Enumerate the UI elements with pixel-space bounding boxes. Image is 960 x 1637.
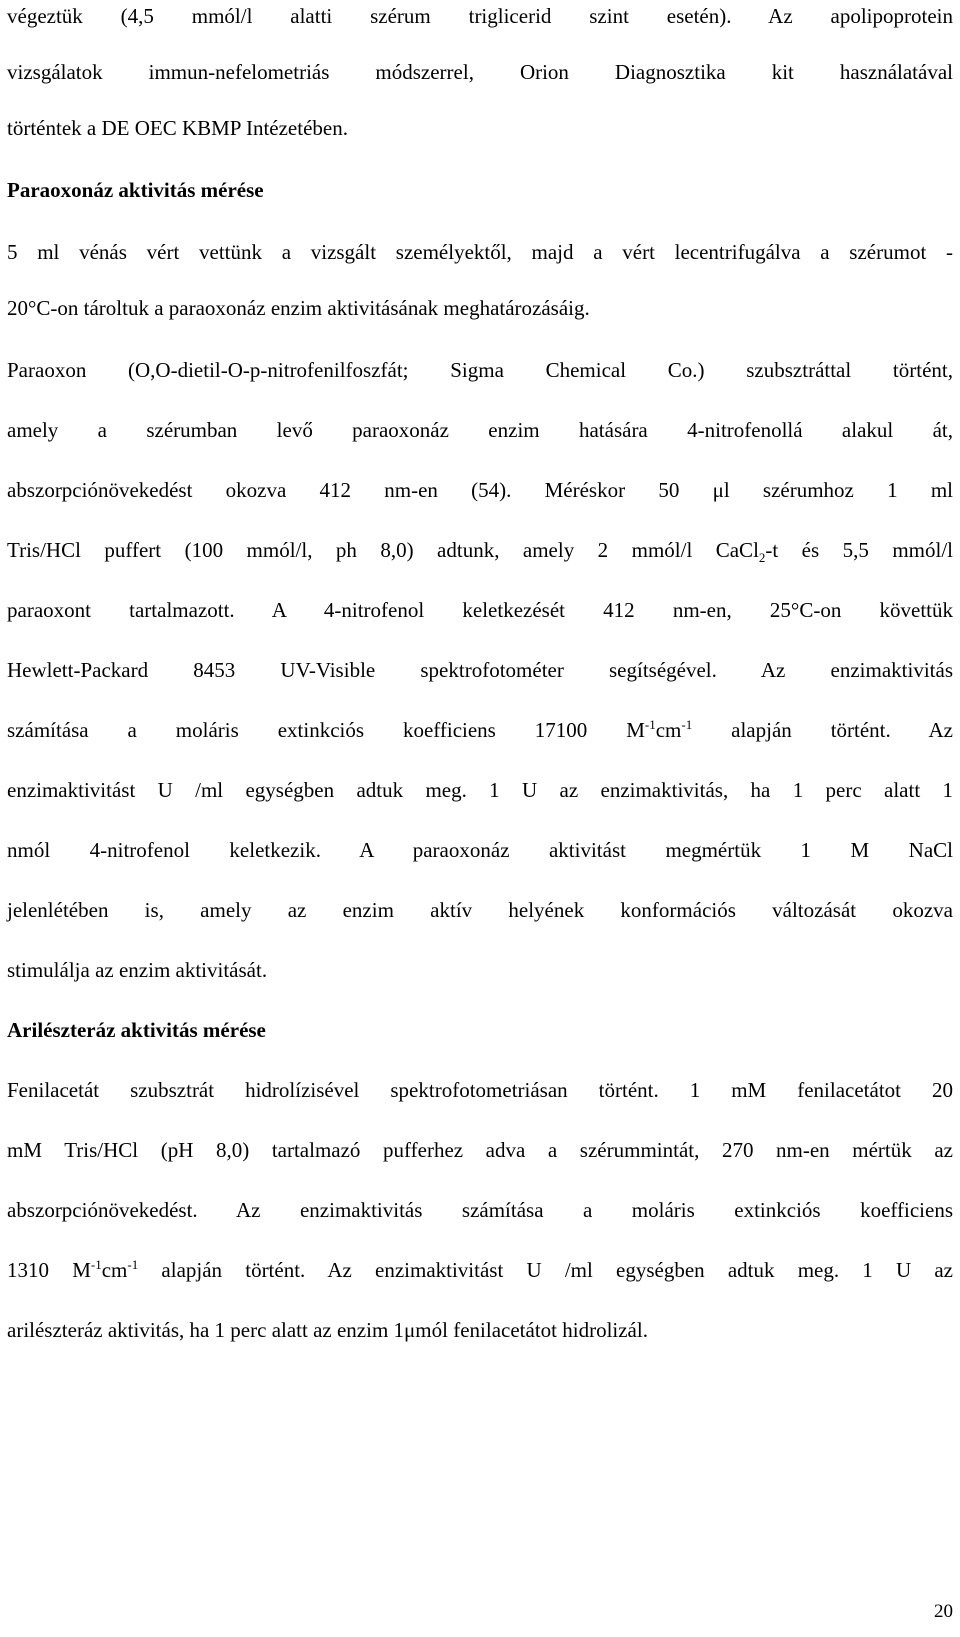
pon-line-9-text-c: alapján történt. Az — [692, 718, 954, 742]
pon-line-6-text-a: Tris/HCl puffert (100 mmól/l, ph 8,0) adtunk, amely 2 mmól/l CaCl — [7, 538, 759, 562]
pon-line-11: nmól 4-nitrofenol keletkezik. A paraoxonáz aktivitást megmértük 1 M NaCl — [7, 838, 953, 862]
page-number: 20 — [934, 1601, 953, 1622]
pon-line-5: abszorpciónövekedést okozva 412 nm-en (54). Méréskor 50 μl szérumhoz 1 ml — [7, 478, 953, 502]
pon-line-9-text-b: cm — [655, 718, 682, 742]
pon-line-2: 20°C-on tároltuk a paraoxonáz enzim aktivitásának meghatározásáig. — [7, 296, 590, 320]
pon-line-9 — [7, 716, 953, 744]
section-heading-arylesterase: Arilészteráz aktivitás mérése — [7, 1018, 266, 1042]
section-heading-paraoxonase: Paraoxonáz aktivitás mérése — [7, 178, 264, 202]
are-line-4-text-c: alapján történt. Az enzimaktivitást U /ml egységben adtuk meg. 1 U az — [138, 1258, 953, 1282]
pon-line-6-subscript: 2 — [758, 550, 766, 566]
pon-line-9-text-a: számítása a moláris extinkciós koefficiens 17100 M — [7, 718, 645, 742]
are-line-4 — [7, 1256, 953, 1284]
pon-line-13: stimulálja az enzim aktivitását. — [7, 958, 268, 982]
pon-line-12: jelenlétében is, amely az enzim aktív helyének konformációs változását okozva — [7, 898, 953, 922]
pon-line-8: Hewlett-Packard 8453 UV-Visible spektrofotométer segítségével. Az enzimaktivitás — [7, 658, 953, 682]
are-line-2: mM Tris/HCl (pH 8,0) tartalmazó pufferhez adva a szérummintát, 270 nm-en mértük az — [7, 1138, 953, 1162]
pon-line-6 — [7, 536, 953, 564]
are-line-4-superscript-1: -1 — [90, 1257, 102, 1272]
pon-line-9-superscript-2: -1 — [681, 717, 693, 732]
are-line-1: Fenilacetát szubsztrát hidrolízisével spektrofotometriásan történt. 1 mM fenilacetátot 20 — [7, 1078, 953, 1102]
pon-line-10: enzimaktivitást U /ml egységben adtuk meg. 1 U az enzimaktivitás, ha 1 perc alatt 1 — [7, 778, 953, 802]
pon-line-6-text-b: -t és 5,5 mmól/l — [765, 538, 953, 562]
document-page — [7, 0, 953, 1637]
are-line-3: abszorpciónövekedést. Az enzimaktivitás számítása a moláris extinkciós koefficiens — [7, 1198, 953, 1222]
pon-line-1: 5 ml vénás vért vettünk a vizsgált személyektől, majd a vért lecentrifugálva a szérumot - — [7, 240, 953, 264]
are-line-5: arilészteráz aktivitás, ha 1 perc alatt az enzim 1μmól fenilacetátot hidrolizál. — [7, 1318, 648, 1342]
intro-line-3: történtek a DE OEC KBMP Intézetében. — [7, 116, 348, 140]
pon-line-3: Paraoxon (O,O-dietil-O-p-nitrofenilfoszfát; Sigma Chemical Co.) szubsztráttal történt, — [7, 358, 953, 382]
are-line-4-text-b: cm — [101, 1258, 128, 1282]
pon-line-4: amely a szérumban levő paraoxonáz enzim hatására 4-nitrofenollá alakul át, — [7, 418, 953, 442]
pon-line-7: paraoxont tartalmazott. A 4-nitrofenol keletkezését 412 nm-en, 25°C-on követtük — [7, 598, 953, 622]
are-line-4-superscript-2: -1 — [127, 1257, 139, 1272]
pon-line-9-superscript-1: -1 — [644, 717, 656, 732]
are-line-4-text-a: 1310 M — [7, 1258, 91, 1282]
intro-line-2: vizsgálatok immun-nefelometriás módszerrel, Orion Diagnosztika kit használatával — [7, 60, 953, 84]
intro-line-1: végeztük (4,5 mmól/l alatti szérum triglicerid szint esetén). Az apolipoprotein — [7, 4, 953, 28]
